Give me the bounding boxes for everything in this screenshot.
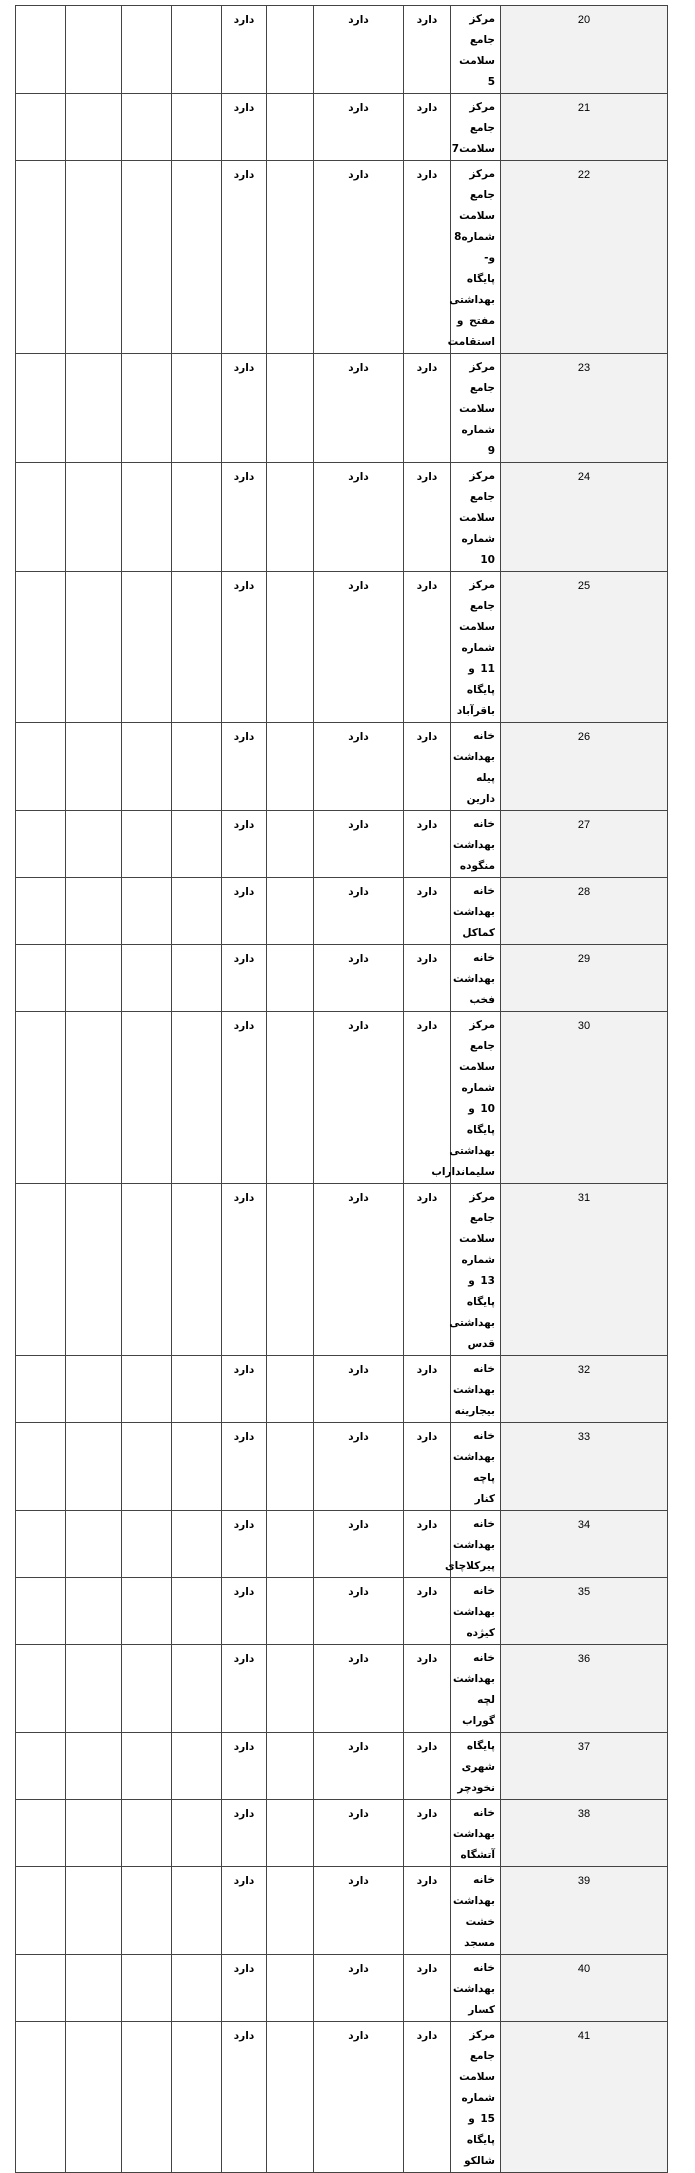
status-cell: دارد <box>222 1356 267 1423</box>
empty-cell <box>172 811 222 878</box>
row-number-cell: 39 <box>501 1867 668 1955</box>
empty-cell <box>66 161 122 354</box>
empty-cell <box>122 1645 172 1733</box>
empty-cell <box>267 1800 314 1867</box>
empty-cell <box>16 94 66 161</box>
table-row <box>16 1955 668 2022</box>
status-cell: دارد <box>222 1511 267 1578</box>
status-cell: دارد <box>314 1012 404 1184</box>
empty-cell <box>16 1184 66 1356</box>
empty-cell <box>66 1733 122 1800</box>
empty-cell <box>66 463 122 572</box>
empty-cell <box>16 6 66 94</box>
table-row <box>16 1356 668 1423</box>
empty-cell <box>66 878 122 945</box>
status-cell: دارد <box>222 1733 267 1800</box>
empty-cell <box>172 1867 222 1955</box>
empty-cell <box>122 878 172 945</box>
row-number-cell: 26 <box>501 723 668 811</box>
status-cell: دارد <box>314 2022 404 2173</box>
empty-cell <box>267 1867 314 1955</box>
empty-cell <box>66 945 122 1012</box>
empty-cell <box>267 723 314 811</box>
empty-cell <box>66 1012 122 1184</box>
status-cell: دارد <box>222 811 267 878</box>
empty-cell <box>16 1578 66 1645</box>
empty-cell <box>122 945 172 1012</box>
empty-cell <box>122 1800 172 1867</box>
status-cell: دارد <box>314 161 404 354</box>
table-row <box>16 1867 668 1955</box>
empty-cell <box>16 878 66 945</box>
table-row <box>16 1800 668 1867</box>
status-cell: دارد <box>404 878 451 945</box>
empty-cell <box>16 1356 66 1423</box>
table-row <box>16 1511 668 1578</box>
empty-cell <box>16 945 66 1012</box>
row-number-cell: 20 <box>501 6 668 94</box>
empty-cell <box>66 1511 122 1578</box>
row-number-cell: 24 <box>501 463 668 572</box>
empty-cell <box>172 723 222 811</box>
row-number-cell: 40 <box>501 1955 668 2022</box>
table-row <box>16 1733 668 1800</box>
empty-cell <box>172 1800 222 1867</box>
empty-cell <box>267 1511 314 1578</box>
row-number-cell: 29 <box>501 945 668 1012</box>
status-cell: دارد <box>222 2022 267 2173</box>
row-number-cell: 22 <box>501 161 668 354</box>
empty-cell <box>172 572 222 723</box>
empty-cell <box>66 1800 122 1867</box>
empty-cell <box>16 2022 66 2173</box>
empty-cell <box>122 1423 172 1511</box>
status-cell: دارد <box>404 1867 451 1955</box>
facilities-table <box>15 5 668 2173</box>
status-cell: دارد <box>222 463 267 572</box>
empty-cell <box>66 354 122 463</box>
empty-cell <box>267 94 314 161</box>
empty-cell <box>267 1184 314 1356</box>
table-row <box>16 945 668 1012</box>
status-cell: دارد <box>314 354 404 463</box>
table-row <box>16 161 668 354</box>
empty-cell <box>122 2022 172 2173</box>
empty-cell <box>267 572 314 723</box>
empty-cell <box>267 1578 314 1645</box>
empty-cell <box>66 572 122 723</box>
facility-name-cell: خانه بهداشت پیله دارین <box>451 723 501 811</box>
status-cell: دارد <box>404 1733 451 1800</box>
status-cell: دارد <box>404 6 451 94</box>
empty-cell <box>267 945 314 1012</box>
status-cell: دارد <box>314 1578 404 1645</box>
table-row <box>16 94 668 161</box>
status-cell: دارد <box>222 6 267 94</box>
status-cell: دارد <box>222 354 267 463</box>
empty-cell <box>16 572 66 723</box>
facility-name-cell: خانه بهداشت بیجارینه <box>451 1356 501 1423</box>
empty-cell <box>267 1955 314 2022</box>
empty-cell <box>122 1955 172 2022</box>
empty-cell <box>172 1955 222 2022</box>
row-number-cell: 30 <box>501 1012 668 1184</box>
empty-cell <box>16 1012 66 1184</box>
facility-name-cell: مرکز جامع سلامت شماره 11 و پایگاه باقرآباد <box>451 572 501 723</box>
table-row <box>16 811 668 878</box>
empty-cell <box>122 572 172 723</box>
facility-name-cell: خانه بهداشت منگوده <box>451 811 501 878</box>
status-cell: دارد <box>222 161 267 354</box>
row-number-cell: 32 <box>501 1356 668 1423</box>
status-cell: دارد <box>404 945 451 1012</box>
empty-cell <box>16 161 66 354</box>
empty-cell <box>267 1423 314 1511</box>
empty-cell <box>66 723 122 811</box>
status-cell: دارد <box>222 1955 267 2022</box>
status-cell: دارد <box>404 1423 451 1511</box>
table-row <box>16 1012 668 1184</box>
empty-cell <box>172 2022 222 2173</box>
empty-cell <box>172 1184 222 1356</box>
status-cell: دارد <box>222 723 267 811</box>
empty-cell <box>267 1356 314 1423</box>
row-number-cell: 21 <box>501 94 668 161</box>
empty-cell <box>16 1645 66 1733</box>
row-number-cell: 33 <box>501 1423 668 1511</box>
status-cell: دارد <box>404 1645 451 1733</box>
table-row <box>16 572 668 723</box>
empty-cell <box>122 1511 172 1578</box>
status-cell: دارد <box>222 1012 267 1184</box>
empty-cell <box>122 1733 172 1800</box>
empty-cell <box>66 94 122 161</box>
empty-cell <box>66 1867 122 1955</box>
facility-name-cell: خانه بهداشت فخب <box>451 945 501 1012</box>
status-cell: دارد <box>404 1511 451 1578</box>
status-cell: دارد <box>404 811 451 878</box>
table-row <box>16 1645 668 1733</box>
empty-cell <box>267 463 314 572</box>
status-cell: دارد <box>404 572 451 723</box>
empty-cell <box>172 1423 222 1511</box>
status-cell: دارد <box>404 2022 451 2173</box>
empty-cell <box>267 878 314 945</box>
status-cell: دارد <box>314 811 404 878</box>
status-cell: دارد <box>404 354 451 463</box>
facility-name-cell: خانه بهداشت کسار <box>451 1955 501 2022</box>
facility-name-cell: مرکز جامع سلامت 5 <box>451 6 501 94</box>
empty-cell <box>122 1867 172 1955</box>
table-row <box>16 1423 668 1511</box>
table-row <box>16 463 668 572</box>
row-number-cell: 38 <box>501 1800 668 1867</box>
empty-cell <box>16 1423 66 1511</box>
status-cell: دارد <box>404 1184 451 1356</box>
status-cell: دارد <box>314 463 404 572</box>
empty-cell <box>66 1578 122 1645</box>
status-cell: دارد <box>404 1012 451 1184</box>
empty-cell <box>66 6 122 94</box>
empty-cell <box>16 463 66 572</box>
empty-cell <box>172 1511 222 1578</box>
empty-cell <box>122 161 172 354</box>
status-cell: دارد <box>314 1184 404 1356</box>
empty-cell <box>267 1733 314 1800</box>
empty-cell <box>66 811 122 878</box>
facility-name-cell: مرکز جامع سلامت شماره 9 <box>451 354 501 463</box>
status-cell: دارد <box>314 6 404 94</box>
row-number-cell: 36 <box>501 1645 668 1733</box>
status-cell: دارد <box>222 1184 267 1356</box>
status-cell: دارد <box>404 1955 451 2022</box>
status-cell: دارد <box>314 1955 404 2022</box>
table-row <box>16 1578 668 1645</box>
status-cell: دارد <box>404 161 451 354</box>
row-number-cell: 25 <box>501 572 668 723</box>
empty-cell <box>16 1955 66 2022</box>
empty-cell <box>66 1184 122 1356</box>
status-cell: دارد <box>404 94 451 161</box>
empty-cell <box>172 1356 222 1423</box>
empty-cell <box>122 1578 172 1645</box>
row-number-cell: 27 <box>501 811 668 878</box>
empty-cell <box>267 1645 314 1733</box>
empty-cell <box>66 1356 122 1423</box>
status-cell: دارد <box>222 878 267 945</box>
table-row <box>16 878 668 945</box>
empty-cell <box>66 2022 122 2173</box>
status-cell: دارد <box>222 1423 267 1511</box>
empty-cell <box>172 6 222 94</box>
empty-cell <box>267 1012 314 1184</box>
facility-name-cell: خانه بهداشت کیژده <box>451 1578 501 1645</box>
status-cell: دارد <box>404 463 451 572</box>
facility-name-cell: مرکز جامع سلامت7 <box>451 94 501 161</box>
empty-cell <box>172 161 222 354</box>
empty-cell <box>16 1511 66 1578</box>
status-cell: دارد <box>314 572 404 723</box>
empty-cell <box>122 1184 172 1356</box>
row-number-cell: 41 <box>501 2022 668 2173</box>
facility-name-cell: خانه بهداشت خشت مسجد <box>451 1867 501 1955</box>
table-row <box>16 723 668 811</box>
empty-cell <box>16 1867 66 1955</box>
empty-cell <box>66 1423 122 1511</box>
facility-name-cell: مرکز جامع سلامت شماره 13 و پایگاه بهداشتی قدس <box>451 1184 501 1356</box>
facility-name-cell: مرکز جامع سلامت شماره 15 و پایگاه شالکو <box>451 2022 501 2173</box>
empty-cell <box>267 2022 314 2173</box>
status-cell: دارد <box>314 945 404 1012</box>
facility-name-cell: خانه بهداشت کماکل <box>451 878 501 945</box>
table-row <box>16 6 668 94</box>
facility-name-cell: مرکز جامع سلامت شماره 10 و پایگاه بهداشتی سلیمانداراب <box>451 1012 501 1184</box>
row-number-cell: 35 <box>501 1578 668 1645</box>
empty-cell <box>172 1733 222 1800</box>
empty-cell <box>267 6 314 94</box>
empty-cell <box>267 354 314 463</box>
empty-cell <box>122 6 172 94</box>
empty-cell <box>122 811 172 878</box>
empty-cell <box>16 354 66 463</box>
status-cell: دارد <box>314 1423 404 1511</box>
empty-cell <box>172 945 222 1012</box>
empty-cell <box>122 1012 172 1184</box>
empty-cell <box>16 811 66 878</box>
empty-cell <box>122 463 172 572</box>
empty-cell <box>172 354 222 463</box>
empty-cell <box>122 354 172 463</box>
status-cell: دارد <box>222 94 267 161</box>
empty-cell <box>16 723 66 811</box>
status-cell: دارد <box>314 723 404 811</box>
table-row <box>16 1184 668 1356</box>
empty-cell <box>172 1012 222 1184</box>
table-row <box>16 2022 668 2173</box>
empty-cell <box>267 161 314 354</box>
status-cell: دارد <box>314 1867 404 1955</box>
status-cell: دارد <box>404 1800 451 1867</box>
facility-name-cell: خانه بهداشت پاچه کنار <box>451 1423 501 1511</box>
empty-cell <box>172 463 222 572</box>
status-cell: دارد <box>222 1867 267 1955</box>
status-cell: دارد <box>314 1800 404 1867</box>
empty-cell <box>122 94 172 161</box>
facility-name-cell: مرکز جامع سلامت شماره8 و- پایگاه بهداشتی مفتح و استقامت <box>451 161 501 354</box>
row-number-cell: 37 <box>501 1733 668 1800</box>
row-number-cell: 34 <box>501 1511 668 1578</box>
status-cell: دارد <box>314 94 404 161</box>
empty-cell <box>172 1645 222 1733</box>
status-cell: دارد <box>314 878 404 945</box>
status-cell: دارد <box>314 1356 404 1423</box>
row-number-cell: 23 <box>501 354 668 463</box>
facility-name-cell: پایگاه شهری نخودچر <box>451 1733 501 1800</box>
table-row <box>16 354 668 463</box>
status-cell: دارد <box>222 1800 267 1867</box>
status-cell: دارد <box>404 1578 451 1645</box>
empty-cell <box>16 1800 66 1867</box>
status-cell: دارد <box>222 945 267 1012</box>
empty-cell <box>172 1578 222 1645</box>
status-cell: دارد <box>222 1645 267 1733</box>
facility-name-cell: خانه بهداشت لچه گوراب <box>451 1645 501 1733</box>
empty-cell <box>16 1733 66 1800</box>
empty-cell <box>267 811 314 878</box>
facility-name-cell: خانه بهداشت آتشگاه <box>451 1800 501 1867</box>
status-cell: دارد <box>404 723 451 811</box>
row-number-cell: 31 <box>501 1184 668 1356</box>
empty-cell <box>122 1356 172 1423</box>
empty-cell <box>122 723 172 811</box>
row-number-cell: 28 <box>501 878 668 945</box>
status-cell: دارد <box>222 572 267 723</box>
empty-cell <box>66 1955 122 2022</box>
status-cell: دارد <box>222 1578 267 1645</box>
empty-cell <box>172 94 222 161</box>
status-cell: دارد <box>314 1733 404 1800</box>
facility-name-cell: خانه بهداشت پیرکلاچای <box>451 1511 501 1578</box>
status-cell: دارد <box>314 1511 404 1578</box>
empty-cell <box>172 878 222 945</box>
status-cell: دارد <box>404 1356 451 1423</box>
empty-cell <box>66 1645 122 1733</box>
facility-name-cell: مرکز جامع سلامت شماره 10 <box>451 463 501 572</box>
status-cell: دارد <box>314 1645 404 1733</box>
